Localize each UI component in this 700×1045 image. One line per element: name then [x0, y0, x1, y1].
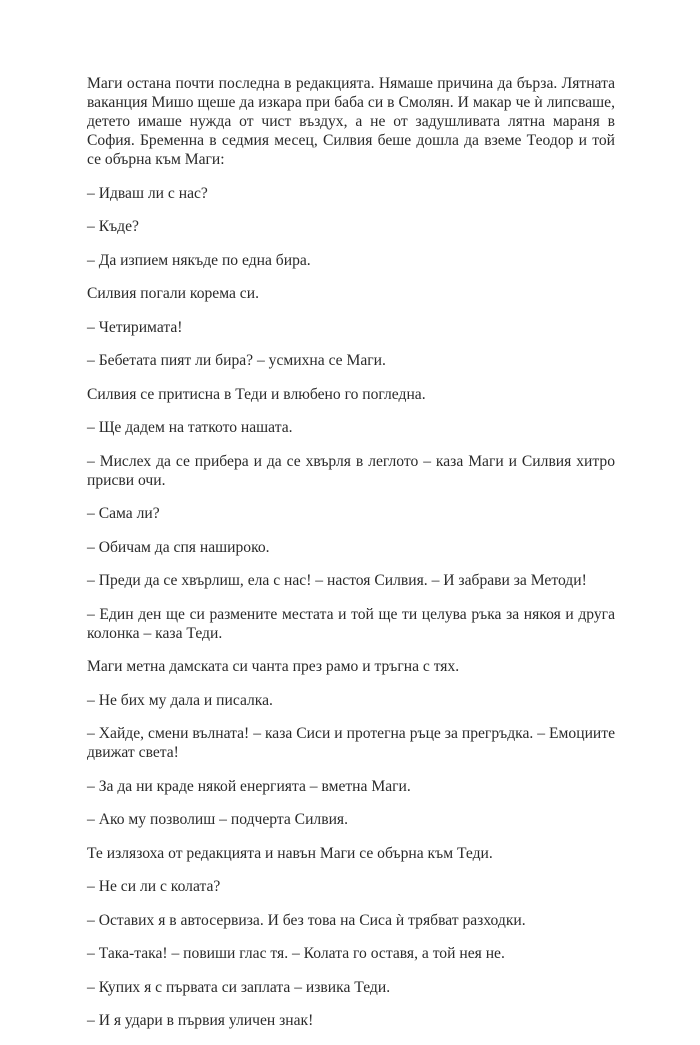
paragraph-16: – Не бих му дала и писалка.: [87, 691, 273, 709]
paragraph-13: – Преди да се хвърлиш, ела с нас! – настоя Силвия. – И забрави за Методи!: [87, 572, 587, 589]
paragraph-15: Маги метна дамската си чанта през рамо и тръгна с тях.: [87, 658, 460, 675]
paragraph-7: – Бебетата пият ли бира? – усмихна се Маги.: [87, 352, 386, 369]
paragraph-14: – Един ден ще си размените местата и той ще ти целува ръка за някоя и друга колонка – каза Теди.: [87, 605, 615, 642]
paragraph-19: – Ако му позволиш – подчерта Силвия.: [87, 811, 348, 828]
paragraph-11: – Сама ли?: [87, 505, 160, 522]
paragraph-4: – Да изпием някъде по една бира.: [87, 251, 311, 269]
paragraph-8: Силвия се притисна в Теди и влюбено го погледна.: [87, 385, 426, 403]
paragraph-23: – Така-така! – повиши глас тя. – Колата го оставя, а той нея не.: [87, 945, 505, 962]
paragraph-17: – Хайде, смени вълната! – каза Сиси и протегна ръце за прегръдка. – Емоциите движат света!: [87, 725, 615, 761]
paragraph-2: – Идваш ли с нас?: [87, 184, 208, 202]
paragraph-18: – За да ни краде някой енергията – вметна Маги.: [87, 777, 411, 795]
paragraph-21: – Не си ли с колата?: [87, 878, 221, 895]
document-page: [87, 74, 615, 1045]
paragraph-9: – Ще дадем на таткото нашата.: [87, 419, 293, 436]
paragraph-3: – Къде?: [87, 218, 139, 235]
paragraph-5: Силвия погали корема си.: [87, 285, 259, 302]
paragraph-6: – Четиримата!: [87, 318, 183, 336]
paragraph-1: Маги остана почти последна в редакцията. Нямаше причина да бърза. Лятната ваканция Мишо щеше да изкара при баба си в Смолян. И макар че ѝ липсваше, детето имаше нужда от чист въздух, а не от задушливата лятна мараня в София. Бременна в седмия месец, Силвия беше дошла да вземе Теодор и той се обърна към Маги:: [87, 75, 615, 168]
paragraph-24: – Купих я с първата си заплата – извика Теди.: [87, 978, 391, 996]
paragraph-20: Те излязоха от редакцията и навън Маги се обърна към Теди.: [87, 844, 493, 862]
paragraph-10: – Мислех да се прибера и да се хвърля в леглото – каза Маги и Силвия хитро присви очи.: [87, 452, 615, 489]
paragraph-12: – Обичам да спя нашироко.: [87, 538, 270, 556]
paragraph-22: – Оставих я в автосервиза. И без това на Сиса ѝ трябват разходки.: [87, 911, 526, 929]
paragraph-25: – И я удари в първия уличен знак!: [87, 1012, 314, 1029]
